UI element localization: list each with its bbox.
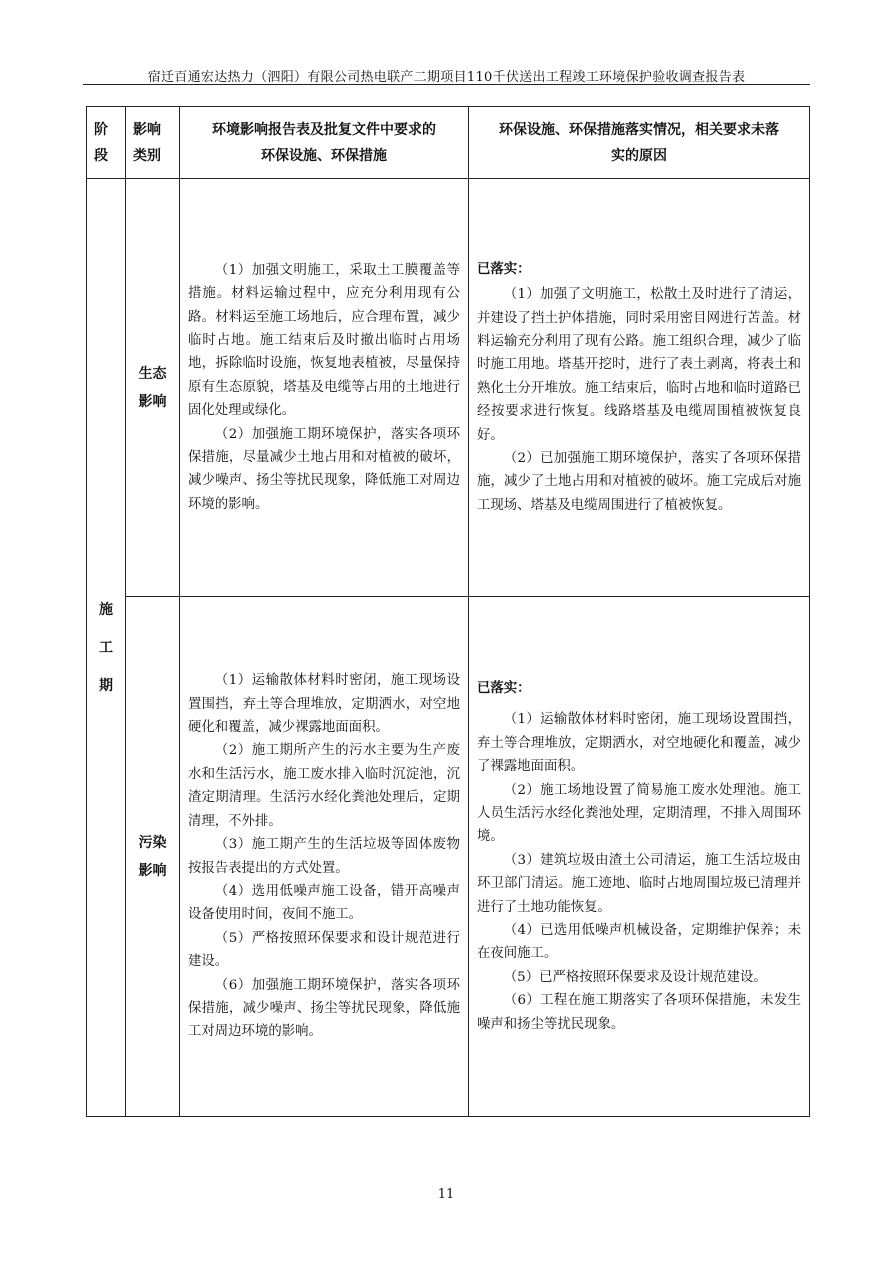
implementation-item: （4）已选用低噪声机械设备，定期维护保养；未在夜间施工。: [477, 923, 801, 962]
header-implementation: [469, 107, 810, 179]
implementation-item: （1）运输散体材料时密闭，施工现场设置围挡，弃土等合理堆放，定期洒水，对空地硬化和覆盖，减少了裸露地面面积。: [477, 712, 801, 775]
header-implementation-line: 环保设施、环保措施落实情况，相关要求未落: [499, 121, 779, 138]
table-row-pollution: [87, 597, 810, 1117]
stage-char: 施: [99, 601, 113, 618]
implementation-item: （2）施工场地设置了简易施工废水处理池。施工人员生活污水经化粪池处理，定期清理，不排入周围环境。: [477, 782, 801, 845]
header-requirements-line: 环境影响报告表及批复文件中要求的: [212, 121, 436, 138]
impact-type-line: 污染: [138, 834, 167, 851]
implementation-status-label: 已落实：: [477, 261, 531, 277]
requirements-ecological: [180, 179, 469, 597]
implementation-item: （1）加强了文明施工，松散土及时进行了清运，并建设了挡土护体措施，同时采用密目网进行苫盖。材料运输充分利用了现有公路。施工组织合理，减少了临时施工用地。塔基开挖时，进行了表土剥离，将表土和熟化土分开堆放。施工结束后，临时占地和临时道路已经按要求进行恢复。线路塔基及电缆周围植被恢复良好。: [477, 287, 801, 443]
stage-char: 期: [99, 677, 113, 694]
requirement-item: （2）施工期所产生的污水主要为生产废水和生活污水，施工废水排入临时沉淀池，沉渣定期清理。生活污水经化粪池处理后，定期清理，不外排。: [188, 743, 460, 829]
implementation-item: （5）已严格按照环保要求及设计规范建设。: [503, 969, 767, 985]
header-impact-type-line: 类别: [133, 147, 161, 164]
implementation-item: （3）建筑垃圾由渣土公司清运，施工生活垃圾由环卫部门清运。施工迹地、临时占地周围垃圾已清理并进行了土地功能恢复。: [477, 852, 801, 915]
requirement-item: （5）严格按照环保要求和设计规范进行建设。: [188, 930, 460, 970]
impact-type-line: 影响: [138, 862, 167, 879]
page-header-title: 宿迁百通宏达热力（泗阳）有限公司热电联产二期项目110千伏送出工程竣工环境保护验收调查报告表: [147, 70, 746, 85]
implementation-ecological: [469, 179, 810, 597]
header-rule: [83, 84, 810, 85]
impact-type-ecological: [126, 179, 180, 597]
header-impact-type: [126, 107, 180, 179]
table-header-row: [87, 107, 810, 179]
stage-char: 工: [99, 639, 113, 656]
requirement-item: （4）选用低噪声施工设备，错开高噪声设备使用时间，夜间不施工。: [188, 883, 460, 923]
implementation-item: （6）工程在施工期落实了各项环保措施，未发生噪声和扬尘等扰民现象。: [477, 993, 801, 1032]
header-impact-type-line: 影响: [133, 121, 161, 138]
stage-cell-construction: [87, 179, 126, 1117]
requirement-item: （6）加强施工期环境保护，落实各项环保措施，减少噪声、扬尘等扰民现象，降低施工对周边环境的影响。: [188, 977, 460, 1040]
page-number: 11: [437, 1187, 455, 1202]
header-requirements-line: 环保设施、环保措施: [261, 147, 387, 164]
header-requirements: [180, 107, 469, 179]
requirement-item: （1）加强文明施工，采取土工膜覆盖等措施。材料运输过程中，应充分利用现有公路。材料运至施工场地后，应合理布置，减少临时占地。施工结束后及时撤出临时占用场地，拆除临时设施，恢复地表植被，尽量保持原有生态原貌，塔基及电缆等占用的土地进行固化处理或绿化。: [188, 262, 460, 419]
table-row-ecological: [87, 179, 810, 597]
impact-type-line: 影响: [138, 393, 167, 410]
requirement-item: （1）运输散体材料时密闭，施工现场设置围挡，弃土等合理堆放，定期洒水，对空地硬化和覆盖，减少裸露地面面积。: [188, 673, 460, 736]
impact-type-pollution: [126, 597, 180, 1117]
requirements-pollution: [180, 597, 469, 1117]
requirement-item: （3）施工期产生的生活垃圾等固体废物按报告表提出的方式处置。: [188, 837, 460, 876]
implementation-item: （2）已加强施工期环境保护，落实了各项环保措施，减少了土地占用和对植被的破坏。施工完成后对施工现场、塔基及电缆周围进行了植被恢复。: [477, 451, 801, 513]
header-implementation-line: 实的原因: [611, 147, 667, 164]
acceptance-table: [86, 106, 810, 1117]
header-stage: [87, 107, 126, 179]
impact-type-line: 生态: [138, 365, 167, 382]
header-stage-line: 段: [94, 147, 108, 164]
implementation-status-label: 已落实：: [477, 680, 531, 696]
requirement-item: （2）加强施工期环境保护，落实各项环保措施，尽量减少土地占用和对植被的破坏，减少噪声、扬尘等扰民现象，降低施工对周边环境的影响。: [188, 426, 460, 512]
header-stage-line: 阶: [94, 121, 108, 138]
implementation-pollution: [469, 597, 810, 1117]
